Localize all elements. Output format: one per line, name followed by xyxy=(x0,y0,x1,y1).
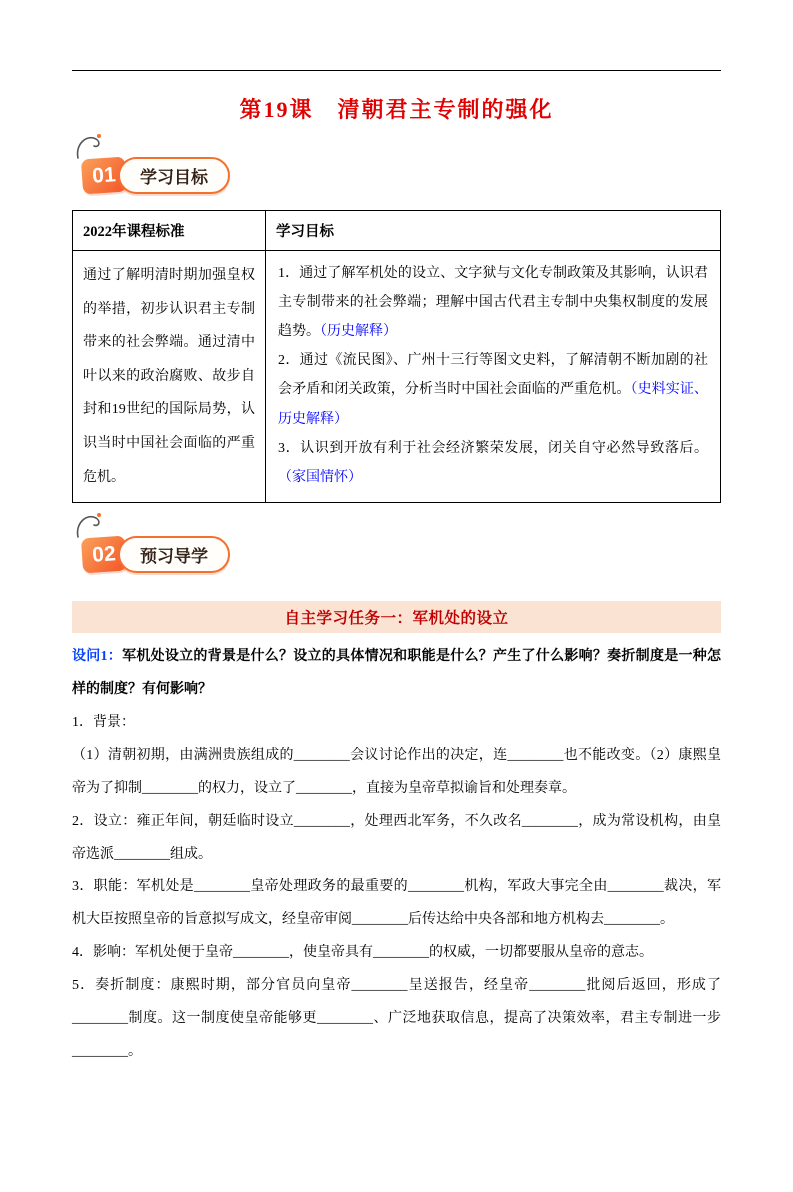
objectives-table xyxy=(72,210,721,503)
para-establishment: 2．设立：雍正年间，朝廷临时设立________，处理西北军务，不久改名________，成为常设机构，由皇帝选派________组成。 xyxy=(72,813,721,862)
table-header-goals: 学习目标 xyxy=(266,211,721,251)
competency-tag: （历史解释） xyxy=(320,324,397,340)
course-standard-cell: 通过了解明清时期加强皇权的举措，初步认识君主专制带来的社会弊端。通过清中叶以来的政治腐败、故步自封和19世纪的国际局势，认识当时中国社会面临的严重危机。 xyxy=(73,251,266,503)
goal-item xyxy=(278,434,708,492)
para-function: 3．职能：军机处是________皇帝处理政务的最重要的________机构，军政大事完全由________裁决，军机大臣按照皇帝的旨意拟写成文，经皇帝审阅________后传达给中央各部和地方机构去________。 xyxy=(72,879,721,928)
task-banner xyxy=(72,601,721,633)
para-background-detail: （1）清朝初期，由满洲贵族组成的________会议讨论作出的决定，连________也不能改变。（2）康熙皇帝为了抑制________的权力，设立了________，直接为皇帝草拟谕旨和处理奏章。 xyxy=(72,747,721,796)
learning-goals-cell xyxy=(266,251,721,503)
table-body-row xyxy=(73,251,721,503)
para-memorial-system: 5．奏折制度：康熙时期，部分官员向皇帝________呈送报告，经皇帝________批阅后返回，形成了________制度。这一制度使皇帝能够更________、广泛地获取信息，提高了决策效率，君主专制进一步________。 xyxy=(72,978,721,1059)
goal-item xyxy=(278,346,708,433)
worksheet-page xyxy=(0,70,793,1192)
table-header-standard: 2022年课程标准 xyxy=(73,211,266,251)
question-1 xyxy=(72,641,721,707)
header-rule xyxy=(72,70,721,71)
section-number-badge: 02 xyxy=(81,535,127,573)
competency-tag: （史料实证、历史解释） xyxy=(278,382,708,427)
ribbon-curl-icon xyxy=(74,132,106,160)
section-badge-01 xyxy=(82,154,721,196)
task-banner-text: 自主学习任务一：军机处的设立 xyxy=(284,610,509,628)
para-background-heading: 1．背景： xyxy=(72,714,135,730)
question-label: 设问1： xyxy=(72,649,123,665)
goal-text: 1．通过了解军机处的设立、文字狱与文化专制政策及其影响，认识君主专制带来的社会弊端；理解中国古代君主专制中央集权制度的发展趋势。 xyxy=(278,266,708,340)
goal-text: 3．认识到开放有利于社会经济繁荣发展，闭关自守必然导致落后。 xyxy=(278,440,708,456)
goal-item xyxy=(278,259,708,346)
section-number-badge: 01 xyxy=(81,156,127,194)
section-label: 学习目标 xyxy=(118,157,230,194)
section-label: 预习导学 xyxy=(118,536,230,573)
competency-tag: （家国情怀） xyxy=(278,469,362,485)
table-header-row xyxy=(73,211,721,251)
page-title: 第19课 清朝君主专制的强化 xyxy=(239,97,554,122)
para-influence: 4．影响：军机处便于皇帝________，使皇帝具有________的权威，一切都要服从皇帝的意志。 xyxy=(72,945,653,961)
section-badge-02 xyxy=(82,533,721,575)
ribbon-curl-icon xyxy=(74,511,106,539)
question-text: 军机处设立的背景是什么？设立的具体情况和职能是什么？产生了什么影响？奏折制度是一种怎样的制度？有何影响？ xyxy=(72,649,722,698)
goal-text: 2．通过《流民图》、广州十三行等图文史料，了解清朝不断加剧的社会矛盾和闭关政策，分析当时中国社会面临的严重危机。 xyxy=(278,353,708,398)
